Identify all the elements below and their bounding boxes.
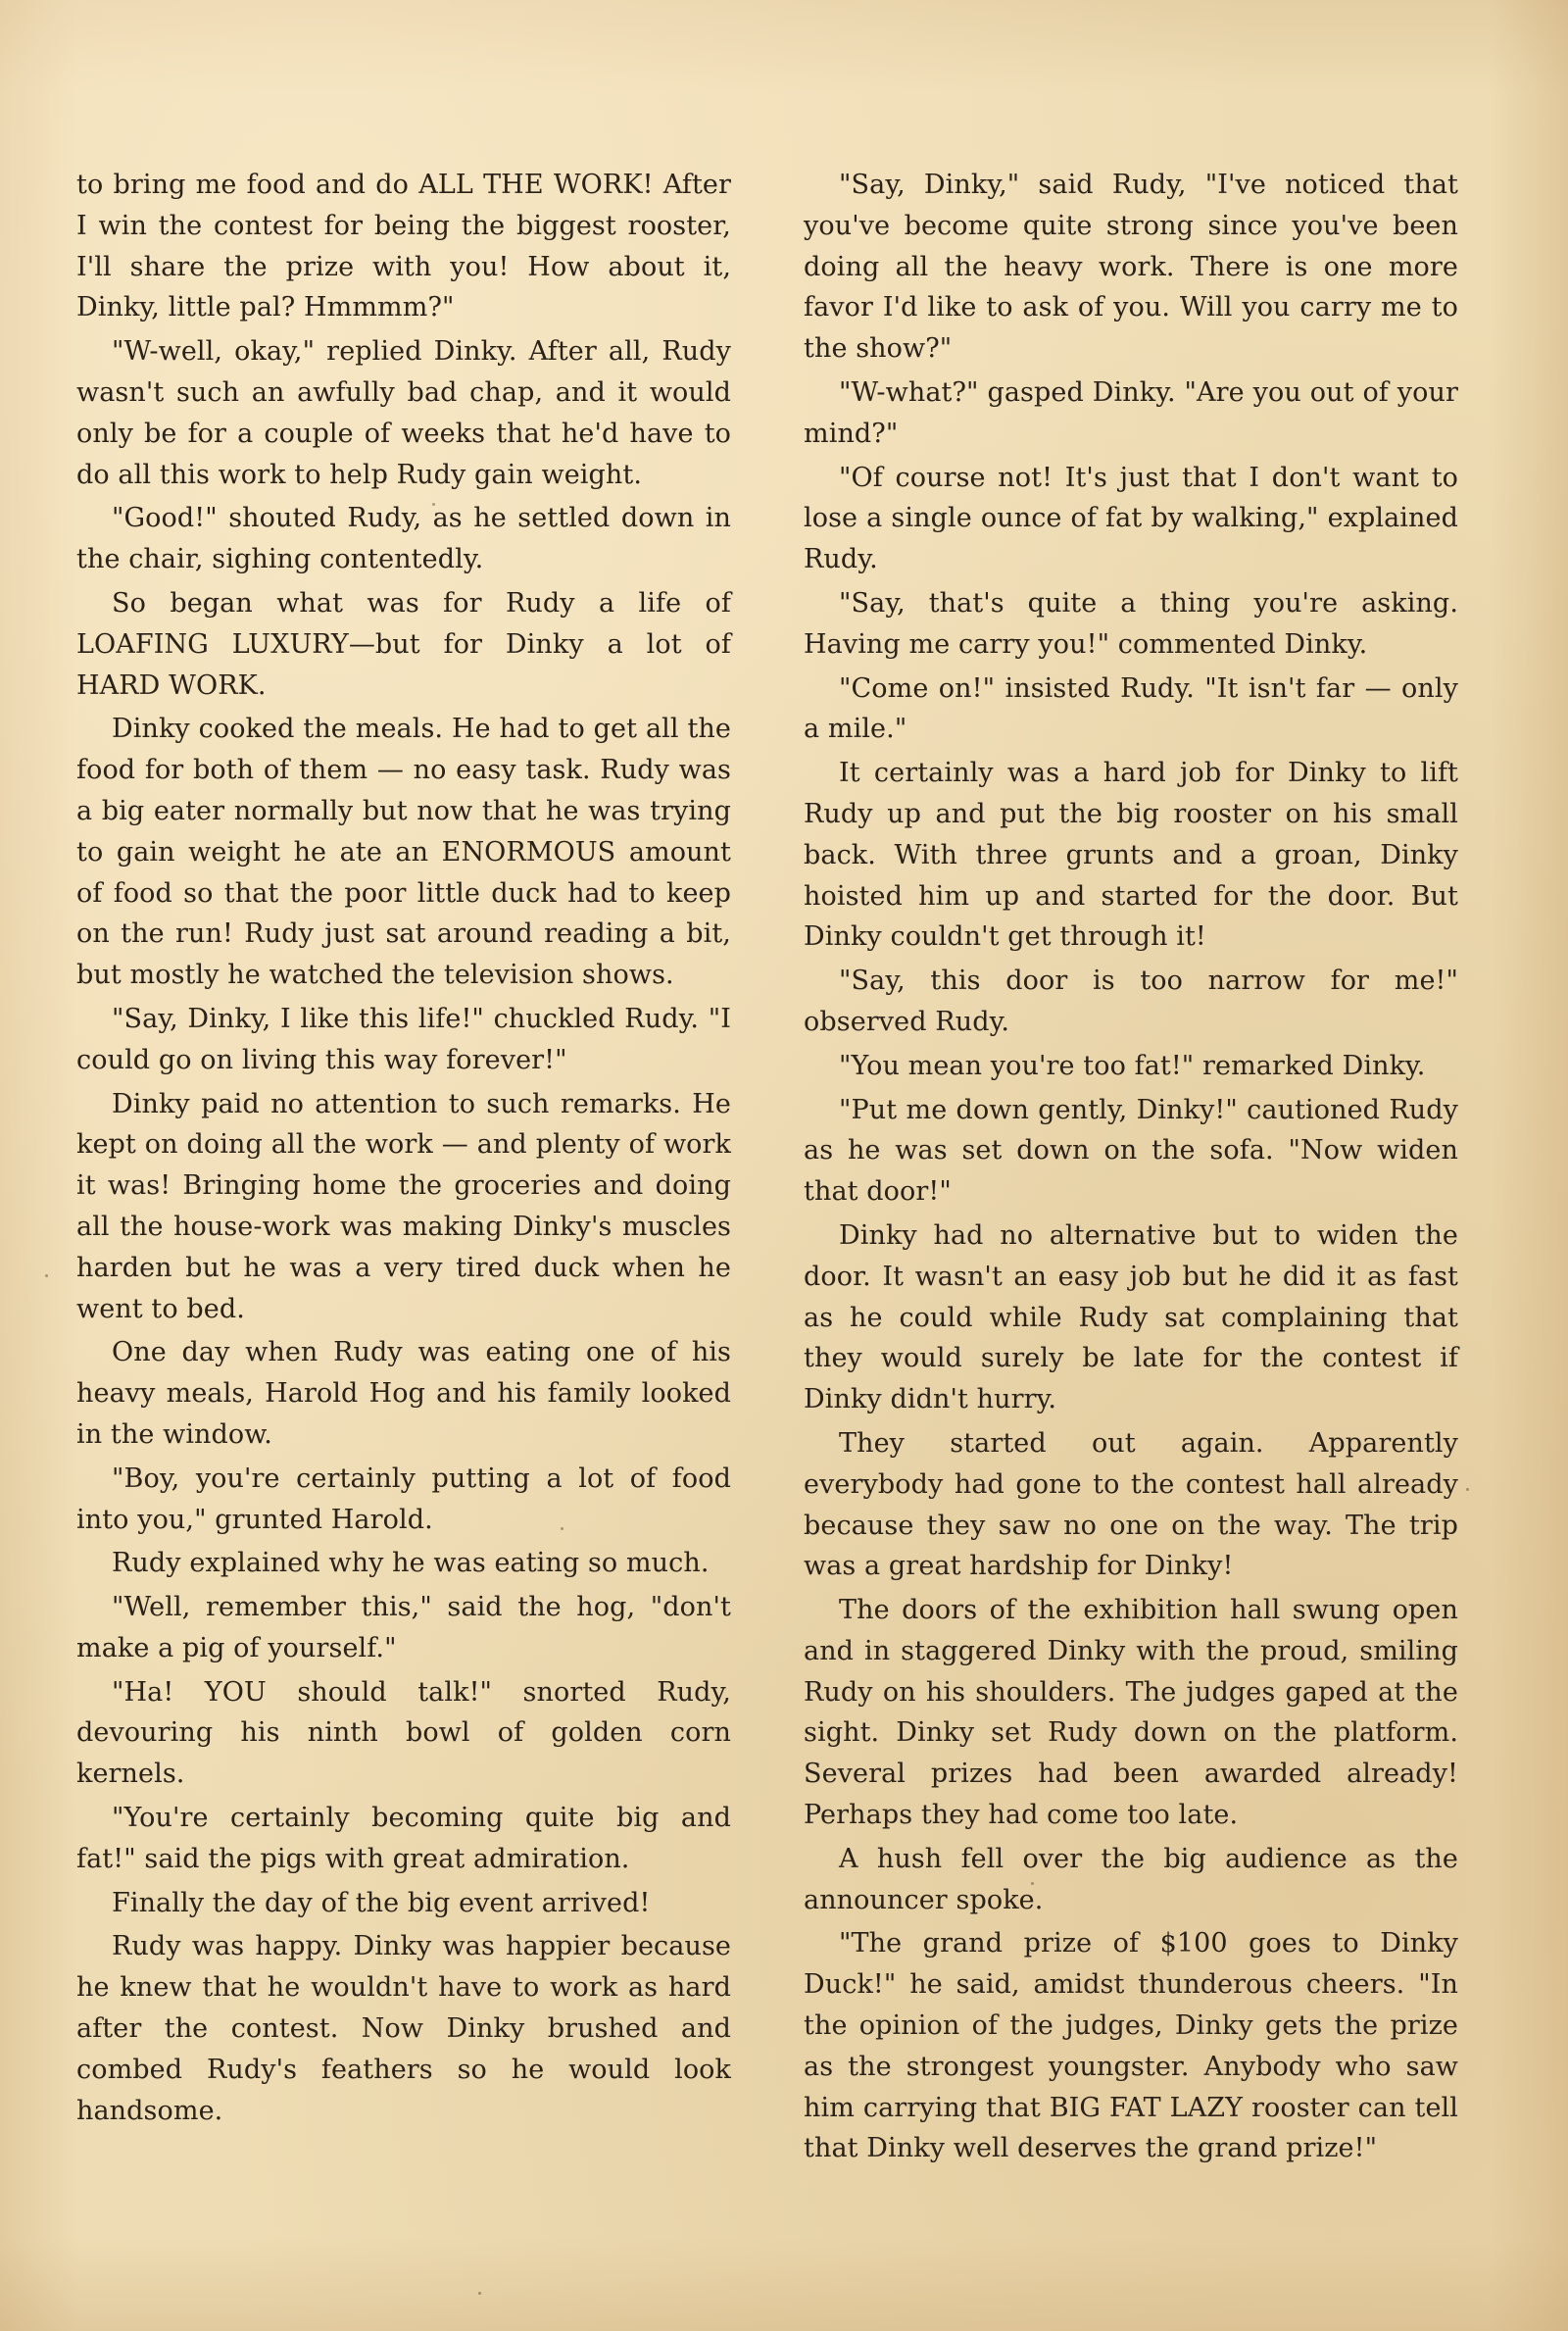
paragraph: "Boy, you're certainly putting a lot of food into you," grunted Harold. xyxy=(76,1463,731,1535)
paper-speck xyxy=(432,503,435,506)
paragraph: "You mean you're too fat!" remarked Dinky. xyxy=(839,1050,1426,1081)
paragraph: "Say, Dinky," said Rudy, "I've noticed that you've become quite strong since you've been doing all the heavy work. There is one more favor I'd like to ask of you. Will you carry me to the show?" xyxy=(804,170,1458,365)
paper-speck xyxy=(1031,1882,1034,1885)
paragraph: Finally the day of the big event arrived! xyxy=(112,1887,651,1918)
paper-speck xyxy=(45,1274,48,1277)
paragraph: The doors of the exhibition hall swung open and in staggered Dinky with the proud, smiling Rudy on his shoulders. The judges gaped at the sight. Dinky set Rudy down on the platform. Several prizes had been awarded already! Perhaps they had come too late. xyxy=(804,1595,1458,1831)
left-text-column xyxy=(76,165,731,2134)
paragraph: So began what was for Rudy a life of LOAFING LUXURY—but for Dinky a lot of HARD WORK. xyxy=(76,587,731,701)
paragraph: "The grand prize of $100 goes to Dinky Duck!" he said, amidst thunderous cheers. "In the opinion of the judges, Dinky gets the prize as the strongest youngster. Anybody who saw him carrying that BIG FAT LAZY rooster can tell that Dinky well deserves the grand prize!" xyxy=(804,1928,1458,2164)
paragraph: "Of course not! It's just that I don't want to lose a single ounce of fat by walking," explained Rudy. xyxy=(804,462,1458,575)
paragraph: "Come on!" insisted Rudy. "It isn't far — only a mile." xyxy=(804,672,1458,745)
paragraph: Dinky cooked the meals. He had to get all the food for both of them — no easy task. Rudy was a big eater normally but now that he was trying to gain weight he ate an ENORMOUS amount of food so that the poor little duck had to keep on the run! Rudy just sat around reading a bit, but mostly he watched the television shows. xyxy=(76,714,731,991)
paragraph: A hush fell over the big audience as the announcer spoke. xyxy=(804,1843,1458,1915)
right-text-column xyxy=(804,165,1458,2172)
paragraph: "You're certainly becoming quite big and fat!" said the pigs with great admiration. xyxy=(76,1803,731,1874)
paragraph: "Good!" shouted Rudy, as he settled down in the chair, sighing contentedly. xyxy=(76,503,731,575)
paper-speck xyxy=(1466,1488,1469,1491)
paragraph: Rudy explained why he was eating so much. xyxy=(112,1548,710,1579)
paragraph: "W-well, okay," replied Dinky. After all, Rudy wasn't such an awfully bad chap, and it would only be for a couple of weeks that he'd have to do all this work to help Rudy gain weight. xyxy=(76,336,731,490)
paragraph: Dinky had no alternative but to widen the door. It wasn't an easy job but he did it as fast as he could while Rudy sat complaining that they would surely be late for the contest if Dinky didn't hurry. xyxy=(804,1219,1458,1415)
paragraph: "W-what?" gasped Dinky. "Are you out of your mind?" xyxy=(804,376,1458,449)
paper-speck xyxy=(561,1527,564,1530)
paper-speck xyxy=(478,2292,481,2295)
paragraph: One day when Rudy was eating one of his heavy meals, Harold Hog and his family looked in the window. xyxy=(76,1337,731,1450)
paragraph: "Put me down gently, Dinky!" cautioned Rudy as he was set down on the sofa. "Now widen that door!" xyxy=(804,1094,1458,1208)
paragraph: Dinky paid no attention to such remarks. He kept on doing all the work — and plenty of work it was! Bringing home the groceries and doing all the house-work was making Dinky's muscles harden but he was a very tired duck when he went to bed. xyxy=(76,1088,731,1324)
paragraph: They started out again. Apparently everybody had gone to the contest hall already because they saw no one on the way. The trip was a great hardship for Dinky! xyxy=(804,1427,1458,1582)
paragraph: "Ha! YOU should talk!" snorted Rudy, devouring his ninth bowl of golden corn kernels. xyxy=(76,1676,731,1790)
paragraph: Rudy was happy. Dinky was happier because he knew that he wouldn't have to work as hard after the contest. Now Dinky brushed and combed Rudy's feathers so he would look handsome. xyxy=(76,1931,731,2126)
paragraph: to bring me food and do ALL THE WORK! After I win the contest for being the biggest rooster, I'll share the prize with you! How about it, Dinky, little pal? Hmmmm?" xyxy=(76,170,731,323)
paragraph: "Well, remember this," said the hog, "don't make a pig of yourself." xyxy=(76,1592,731,1663)
paragraph: "Say, that's quite a thing you're asking. Having me carry you!" commented Dinky. xyxy=(804,587,1458,660)
paragraph: "Say, this door is too narrow for me!" observed Rudy. xyxy=(804,966,1458,1037)
paragraph: "Say, Dinky, I like this life!" chuckled Rudy. "I could go on living this way forever!" xyxy=(76,1003,731,1075)
paragraph: It certainly was a hard job for Dinky to lift Rudy up and put the big rooster on his small back. With three grunts and a groan, Dinky hoisted him up and started for the door. But Dinky couldn't get through it! xyxy=(804,758,1458,953)
